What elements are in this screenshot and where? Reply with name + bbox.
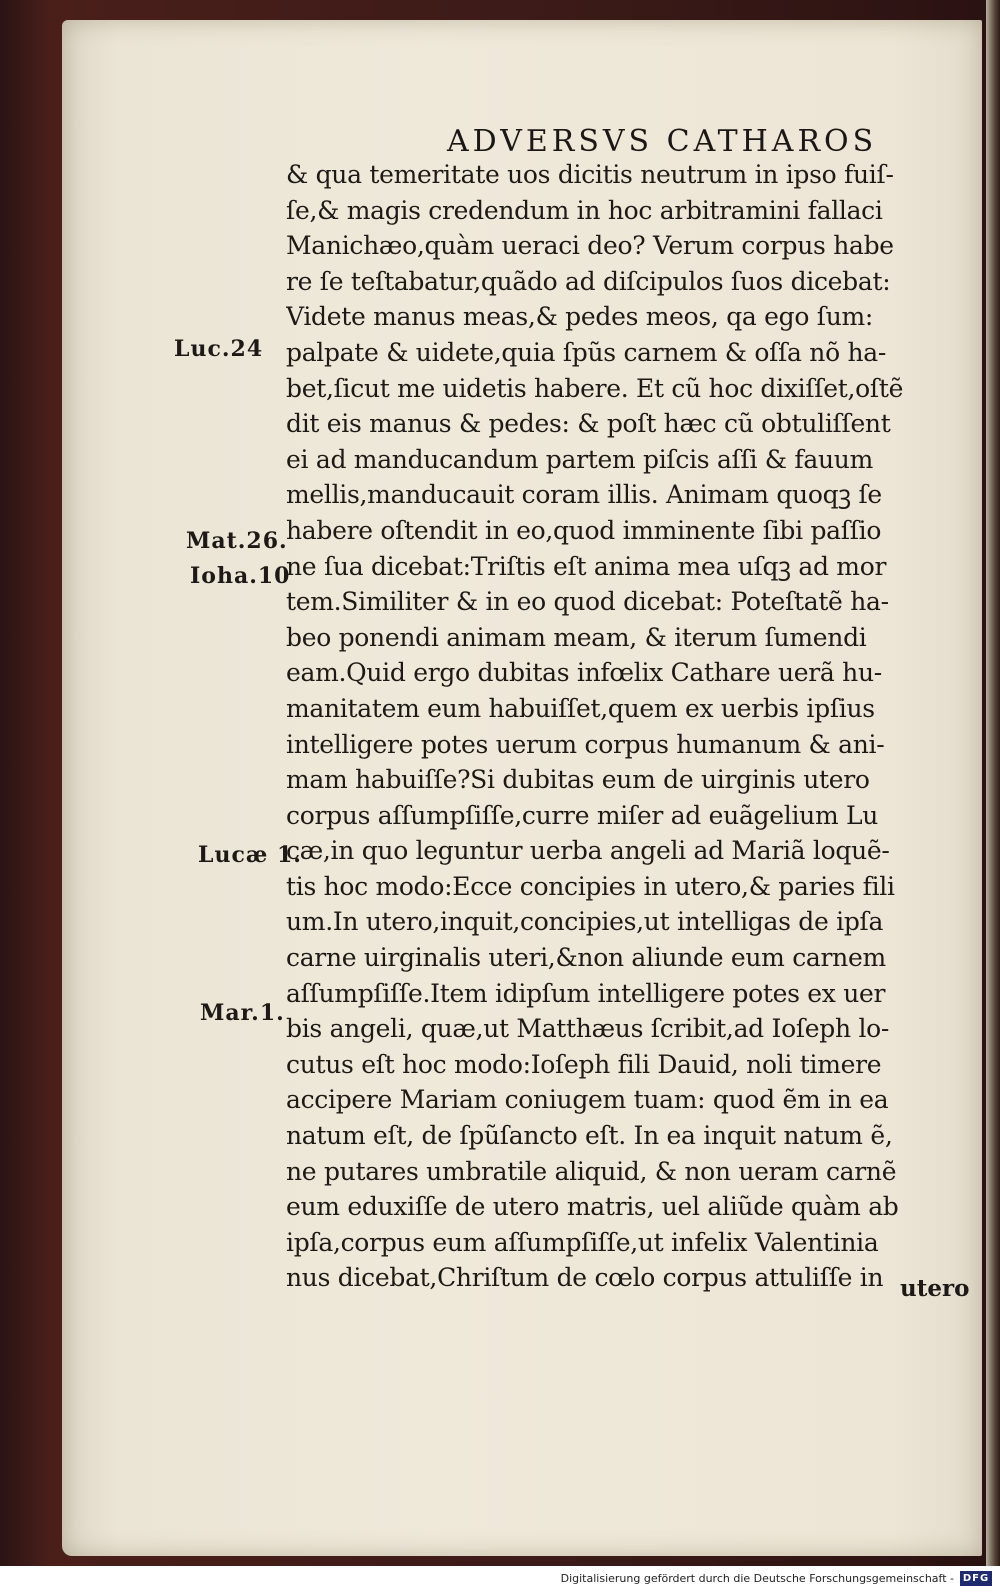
text-line: accipere Mariam coniugem tuam: quod ẽm in ea <box>286 1085 889 1115</box>
text-line: ne putares umbratile aliquid, & non ueram carnẽ <box>286 1156 897 1186</box>
running-head: ADVERSVS CATHAROS <box>447 124 878 159</box>
footer-bar <box>0 1566 1000 1592</box>
text-line: Manichæo,quàm ueraci deo? Verum corpus habe <box>286 231 894 261</box>
page-edge <box>986 0 1000 1566</box>
catchword: utero <box>900 1275 970 1302</box>
text-line: bet,ſicut me uidetis habere. Et cũ hoc dixiſſet,oſtẽ <box>286 373 904 403</box>
text-line: nus dicebat,Chriſtum de cœlo corpus attuliſſe in <box>286 1263 884 1293</box>
text-line: palpate & uidete,quia ſpũs carnem & oſſa nõ ha- <box>286 337 887 367</box>
text-line: um.In utero,inquit,concipies,ut intelligas de ipſa <box>286 907 884 937</box>
text-line: mam habuiſſe?Si dubitas eum de uirginis utero <box>286 765 870 795</box>
marginal-note: Luc.24 <box>174 336 264 362</box>
text-line: dit eis manus & pedes: & poſt hæc cũ obtuliſſent <box>286 409 891 439</box>
text-line: mellis,manducauit coram illis. Animam quoqꝫ ſe <box>286 480 882 510</box>
text-line: tis hoc modo:Ecce concipies in utero,& paries fili <box>286 871 895 901</box>
dfg-logo: DFG <box>960 1571 992 1586</box>
text-line: cæ,in quo leguntur uerba angeli ad Mariã loquẽ- <box>286 836 890 866</box>
text-line: ſe,& magis credendum in hoc arbitramini fallaci <box>286 195 883 225</box>
text-line: habere oſtendit in eo,quod imminente ſibi paſſio <box>286 515 882 545</box>
main-text <box>286 157 966 1296</box>
funding-credit: Digitalisierung gefördert durch die Deutsche Forschungsgemeinschaft - <box>560 1572 954 1585</box>
text-line: ei ad manducandum partem piſcis aſſi & fauum <box>286 444 873 474</box>
text-line: & qua temeritate uos dicitis neutrum in ipso fuiſ- <box>286 160 894 189</box>
marginal-note: Lucæ 1. <box>198 842 302 868</box>
text-line: ipſa,corpus eum aſſumpſiſſe,ut infelix Valentinia <box>286 1227 879 1257</box>
text-line: intelligere potes uerum corpus humanum & ani- <box>286 729 885 759</box>
text-line: Videte manus meas,& pedes meos, qa ego ſum: <box>286 302 874 332</box>
text-line: eum eduxiſſe de utero matris, uel aliũde quàm ab <box>286 1192 899 1222</box>
text-line: bis angeli, quæ,ut Matthæus ſcribit,ad Ioſeph lo- <box>286 1014 890 1044</box>
text-line: natum eſt, de ſpũſancto eſt. In ea inquit natum ẽ, <box>286 1121 893 1151</box>
text-line: re ſe teſtabatur,quãdo ad diſcipulos ſuos dicebat: <box>286 266 891 296</box>
text-line: aſſumpſiſſe.Item idipſum intelligere potes ex uer <box>286 978 886 1008</box>
text-line: ne ſua dicebat:Triſtis eſt anima mea uſqꝫ ad mor <box>286 551 887 581</box>
marginal-note: Mat.26. <box>186 528 288 554</box>
text-line: eam.Quid ergo dubitas infœlix Cathare uerã hu- <box>286 658 882 688</box>
book-page <box>62 20 982 1556</box>
text-line: manitatem eum habuiſſet,quem ex uerbis ipſius <box>286 693 875 723</box>
text-line: beo ponendi animam meam, & iterum ſumendi <box>286 622 867 652</box>
marginal-note: Mar.1. <box>200 1000 285 1026</box>
text-line: carne uirginalis uteri,&non aliunde eum carnem <box>286 943 886 973</box>
marginal-note: Ioha.10 <box>190 563 291 589</box>
text-line: corpus aſſumpſiſſe,curre miſer ad euãgelium Lu <box>286 800 879 830</box>
text-line: cutus eſt hoc modo:Ioſeph fili Dauid, noli timere <box>286 1049 882 1079</box>
text-line: tem.Similiter & in eo quod dicebat: Poteſtatẽ ha- <box>286 587 889 617</box>
